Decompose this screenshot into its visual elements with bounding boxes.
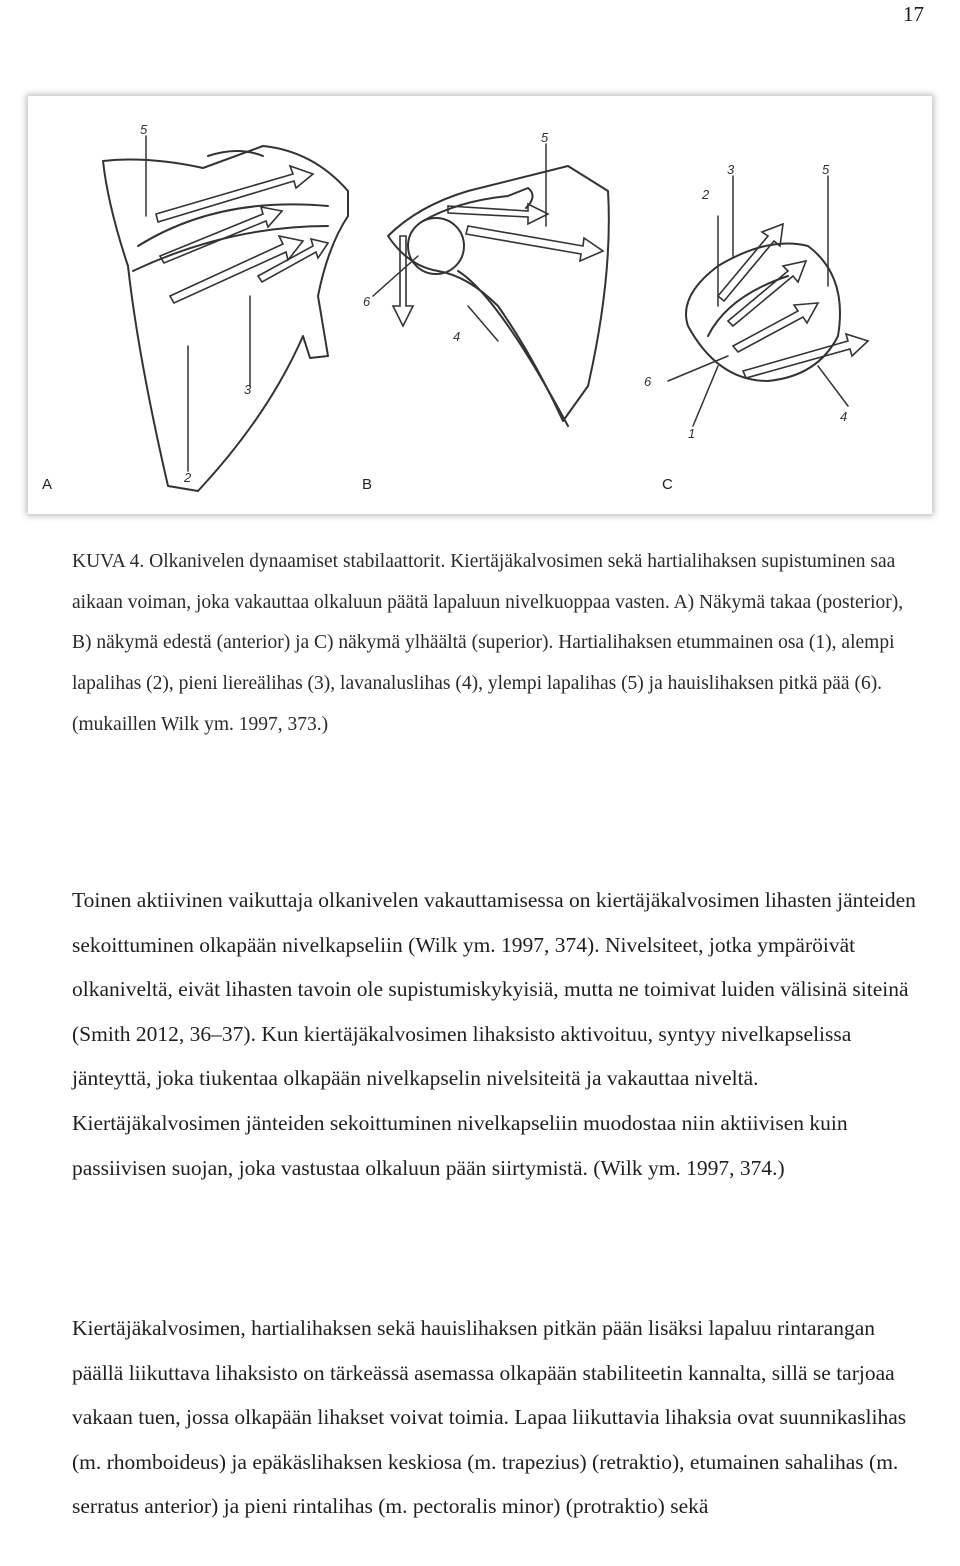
paragraph-text: Kiertäjäkalvosimen, hartialihaksen sekä hauislihaksen pitkän pään lisäksi lapaluu rintarangan päällä liikuttava lihaksisto on tärkeässä asemassa olkapään stabiliteetin kannalta, sillä se tarjoaa vakaan tuen, jossa olkapään lihakset voivat toimia. Lapaa liikuttavia lihaksia ovat suunnikaslihas (m. rhomboideus) ja epäkäslihaksen keskiosa (m. trapezius) (retraktio), etumainen sahalihas (m. serratus anterior) ja pieni rintalihas (m. pectoralis minor) (protraktio) sekä xyxy=(72,1316,907,1519)
humeral-head-outline xyxy=(686,244,840,382)
panel-label-b: B xyxy=(362,476,373,493)
body-paragraph-2 xyxy=(72,1306,922,1529)
label-3-a: 3 xyxy=(244,382,252,397)
scapula-posterior-outline xyxy=(103,146,348,491)
caption-text: KUVA 4. Olkanivelen dynaamiset stabilaattorit. Kiertäjäkalvosimen sekä hartialihaksen supistuminen saa aikaan voiman, joka vakauttaa olkaluun päätä lapaluun nivelkuoppaa vasten. A) Näkymä takaa (posterior), B) näkymä edestä (anterior) ja C) näkymä ylhäältä (superior). Hartialihaksen etummainen osa (1), alempi lapalihas (2), pieni liereälihas (3), lavanaluslihas (4), ylempi lapalihas (5) ja hauislihaksen pitkä pää (6). (mukaillen Wilk ym. 1997, 373.) xyxy=(72,551,904,735)
label-6-c: 6 xyxy=(644,374,652,389)
label-4-c: 4 xyxy=(840,409,848,424)
label-5-b: 5 xyxy=(541,130,549,145)
panel-label-c: C xyxy=(662,476,673,493)
figure-caption xyxy=(72,542,914,746)
panel-label-a: A xyxy=(42,476,53,493)
label-5-c: 5 xyxy=(822,162,830,177)
label-2-a: 2 xyxy=(184,470,192,485)
body-paragraph-1 xyxy=(72,878,922,1190)
label-3-c: 3 xyxy=(727,162,735,177)
label-2-c: 2 xyxy=(702,187,710,202)
shoulder-muscles-drawing xyxy=(28,96,932,514)
page-number: 17 xyxy=(903,2,924,26)
anatomy-figure xyxy=(28,96,932,514)
label-1-c: 1 xyxy=(688,426,696,441)
label-6-b: 6 xyxy=(363,294,371,309)
label-5-a: 5 xyxy=(140,122,148,137)
paragraph-text: Toinen aktiivinen vaikuttaja olkanivelen vakauttamisessa on kiertäjäkalvosimen lihasten jänteiden sekoittuminen olkapään nivelkapseliin (Wilk ym. 1997, 374). Nivelsiteet, jotka ympäröivät olkaniveltä, eivät lihasten tavoin ole supistumiskykyisiä, mutta ne toimivat luiden välisinä siteinä (Smith 2012, 36–37). Kun kiertäjäkalvosimen lihaksisto aktivoituu, syntyy nivelkapselissa jänteyttä, joka tiukentaa olkapään nivelkapselin nivelsiteitä ja vakauttaa niveltä. Kiertäjäkalvosimen jänteiden sekoittuminen nivelkapseliin muodostaa niin aktiivisen kuin passiivisen suojan, joka vastustaa olkaluun pään siirtymistä. (Wilk ym. 1997, 374.) xyxy=(72,888,916,1180)
scapula-anterior-outline xyxy=(388,166,609,421)
label-4-b: 4 xyxy=(453,329,461,344)
